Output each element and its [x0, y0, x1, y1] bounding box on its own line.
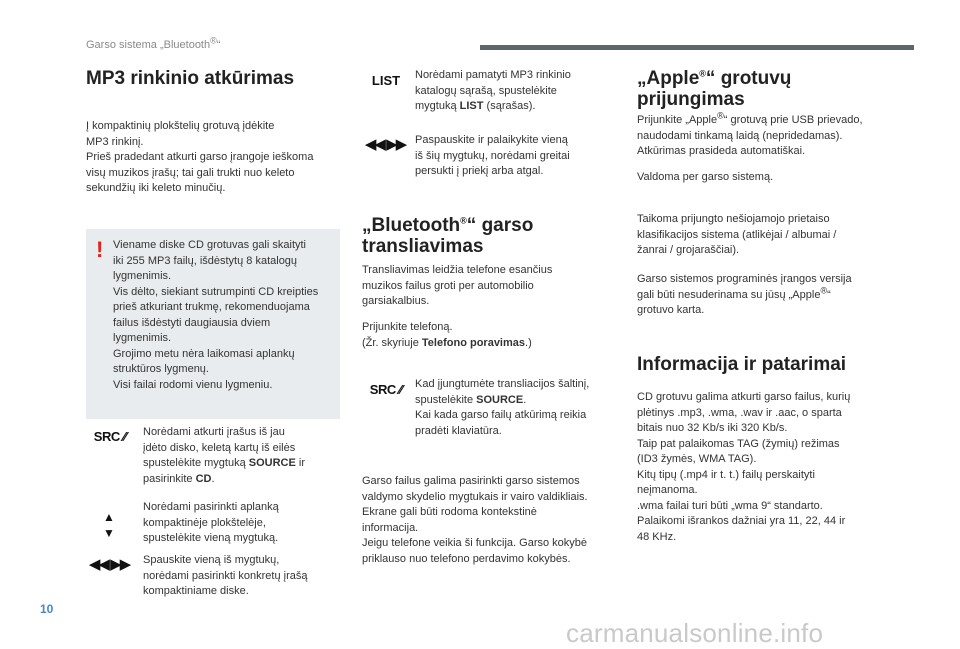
heading-sup: ® [699, 68, 706, 79]
text-line: failus išdėstyti daugiausia dviem [113, 316, 271, 329]
source-keyword: SOURCE [476, 393, 524, 406]
text-line: Norėdami pasirinkti aplanką [143, 501, 279, 513]
text-line: CD grotuvu galima atkurti garso failus, kurių [637, 391, 851, 403]
text-line: bitais nuo 32 Kb/s iki 320 Kb/s. [637, 422, 788, 434]
bt-source-text [415, 377, 625, 439]
apple-classification-text [637, 212, 912, 259]
text-line: Prijunkite telefoną. [362, 321, 453, 333]
source-icon-label: SRC [369, 381, 396, 397]
heading-part: „Bluetooth [362, 215, 461, 236]
src-cd-text [143, 425, 343, 487]
bt-pair-text [362, 320, 612, 351]
apple-control-text [637, 170, 912, 186]
text-line: persukti į priekį arba atgal. [415, 165, 544, 177]
page-number: 10 [40, 602, 54, 616]
bt-intro [362, 263, 612, 310]
header-title-sup: ® [210, 35, 217, 46]
text-line: priklauso nuo telefono perdavimo kokybės. [362, 552, 571, 565]
seek-icon-glyphs: ◀◀ ▶▶ [88, 556, 130, 573]
seek-icon-glyphs: ◀◀ ▶▶ [364, 136, 406, 153]
header-bar [480, 45, 914, 50]
text-line: žanrai / grojaraščiai). [637, 244, 740, 256]
text-line: Kad įjungtumėte transliacijos šaltinį, [415, 378, 590, 390]
text-line: Jeigu telefone veikia ši funkcija. Garso kokybė [362, 537, 588, 549]
text-line: iš šių mygtukų, norėdami greitai [415, 149, 570, 162]
heading-part: “ grotuvų [705, 68, 792, 89]
text-line: garsiakalbius. [362, 295, 430, 307]
source-icon-label: SRC [93, 428, 120, 444]
text-line: plėtinys .mp3, .wma, .wav ir .aac, o sparta [637, 406, 842, 419]
bt-controls-text [362, 474, 622, 567]
text-line: Prieš pradedant atkurti garso įrangoje ieškoma [86, 151, 314, 163]
text-line: (ID3 žymės, WMA TAG). [637, 453, 757, 465]
slash-icon: ⁄⁄ [119, 428, 127, 444]
text-line: norėdami pasirinkti konkretų įrašą [143, 569, 308, 582]
list-text [415, 68, 615, 115]
info-text [637, 390, 912, 545]
watermark: carmanualsonline.info [566, 618, 824, 648]
heading-bluetooth [362, 215, 622, 257]
text-line: MP3 rinkinį. [86, 135, 144, 148]
text-line: kompaktiniame diske. [143, 585, 249, 597]
text-line: Norėdami pamatyti MP3 rinkinio [415, 69, 571, 81]
text-part: . [211, 472, 215, 485]
text-part: spustelėkite [415, 393, 477, 406]
text-line: lygmenimis. [113, 332, 172, 344]
text-line: Taip pat palaikomas TAG (žymių) režimas [637, 437, 840, 450]
text-line: naudodami tinkamą laidą (nepridedamas). [637, 129, 843, 142]
text-line: sekundžių iki keleto minučių. [86, 182, 226, 194]
text-line: Garso failus galima pasirinkti garso sistemos [362, 475, 580, 487]
header-title: Garso sistema „Bluetooth [86, 39, 211, 51]
text-line: Grojimo metu nėra laikomasi aplankų [113, 347, 295, 360]
text-part: mygtuką [415, 100, 460, 112]
pairing-keyword: Telefono poravimas [421, 336, 526, 349]
heading-mp3: MP3 rinkinio atkūrimas [86, 68, 295, 89]
source-button-icon [88, 428, 132, 444]
text-part: Prijunkite „Apple [637, 114, 718, 126]
text-part: (sąrašas). [483, 100, 536, 112]
text-line: klasifikacijos sistema (atlikėjai / albumai / [637, 228, 837, 241]
warning-text [113, 238, 335, 393]
warning-box [86, 229, 340, 419]
text-line: Valdoma per garso sistemą. [637, 171, 774, 183]
text-line: Palaikomi išrankos dažniai yra 11, 22, 44 ir [637, 515, 846, 527]
source-keyword: SOURCE [248, 457, 296, 469]
text-line: Į kompaktinių plokštelių grotuvą įdėkite [86, 120, 275, 132]
text-line: pradėti klaviatūra. [415, 424, 502, 437]
text-part: spustelėkite mygtuką [143, 457, 249, 469]
heading-sup: ® [460, 215, 467, 226]
text-line: Atkūrimas prasideda automatiškai. [637, 145, 806, 157]
text-line [415, 99, 615, 115]
text-line [415, 393, 625, 409]
text-line: lygmenimis. [113, 270, 172, 282]
text-line [143, 456, 343, 472]
text-part: “ grotuvą prie USB prievado, [723, 114, 863, 126]
text-line: Kai kada garso failų atkūrimą reikia [415, 409, 587, 421]
text-part: .) [525, 336, 532, 349]
text-line: iki 255 MP3 failų, išdėstytų 8 katalogų [113, 254, 298, 267]
text-line: prieš atkuriant trukmę, rekomenduojama [113, 301, 310, 313]
track-select-text [143, 553, 343, 600]
apple-connect-text [637, 110, 912, 160]
heading-part: “ garso [466, 215, 534, 236]
heading-part: „Apple [637, 68, 700, 89]
text-line: Spauskite vieną iš mygtukų, [143, 554, 280, 566]
text-line: muzikos failus groti per automobilio [362, 279, 534, 292]
slash-icon: ⁄⁄ [395, 381, 403, 397]
text-line: katalogų sąrašą, spustelėkite [415, 84, 557, 97]
text-part: ir [295, 457, 306, 469]
list-keyword: LIST [459, 100, 484, 112]
folder-select-text [143, 500, 343, 547]
text-line [637, 284, 912, 304]
arrow-down-icon: ▼ [103, 526, 115, 540]
text-line: Taikoma prijungto nešiojamojo prietaiso [637, 213, 830, 225]
text-line: .wma failai turi būti „wma 9“ standarto. [637, 499, 823, 512]
text-part: gali būti nesuderinama su jūsų „Apple [637, 288, 821, 301]
text-line: grotuvo karta. [637, 304, 705, 316]
list-icon-label: LIST [371, 72, 401, 88]
text-line: Viename diske CD grotuvas gali skaityti [113, 239, 306, 251]
text-part: . [523, 393, 527, 406]
text-line: valdymo skydelio mygtukais ir vairo valdikliais. [362, 490, 588, 503]
arrow-up-icon: ▲ [103, 510, 115, 524]
heading-part: prijungimas [637, 89, 745, 110]
source-button-icon-bt [364, 381, 408, 397]
text-line: 48 KHz. [637, 530, 677, 543]
text-line: informacija. [362, 521, 419, 534]
fast-seek-text [415, 133, 615, 180]
header-title-end: “ [216, 39, 221, 51]
list-button-icon [368, 72, 404, 88]
heading-info [637, 354, 917, 375]
up-down-icon [100, 510, 118, 540]
text-line: Paspauskite ir palaikykite vieną [415, 134, 568, 146]
text-line: Garso sistemos programinės įrangos versija [637, 273, 852, 285]
text-sup: ® [717, 110, 724, 121]
heading-part: transliavimas [362, 236, 484, 257]
text-line [143, 472, 343, 488]
fast-seek-buttons-icon [362, 136, 408, 152]
text-line: visų muzikos įrašų; tai gali trukti nuo keleto [86, 166, 295, 179]
text-line: neįmanoma. [637, 484, 698, 496]
text-part: (Žr. skyriuje [362, 336, 422, 349]
heading-bluetooth-text [362, 215, 622, 257]
text-line: įdėto disko, keletą kartų iš eilės [143, 441, 296, 454]
text-line: Vis dėlto, siekiant sutrumpinti CD kreipties [113, 285, 319, 298]
text-line: Ekrane gali būti rodoma kontekstinė [362, 506, 537, 518]
text-part: “ [827, 288, 831, 301]
text-line: struktūros lygmenų. [113, 363, 209, 375]
text-sup: ® [820, 284, 828, 295]
heading-apple-text [637, 68, 917, 110]
text-line: Transliavimas leidžia telefone esančius [362, 264, 553, 276]
apple-compat-text [637, 272, 912, 319]
text-line [362, 336, 612, 352]
page-header [86, 35, 221, 51]
seek-buttons-icon [86, 556, 132, 572]
heading-apple [637, 68, 917, 110]
text-line: Visi failai rodomi vienu lygmeniu. [113, 378, 273, 391]
text-line [637, 110, 912, 129]
warning-icon: ! [96, 237, 104, 262]
text-part: pasirinkite [143, 472, 196, 485]
cd-keyword: CD [195, 472, 212, 485]
heading-info-text: Informacija ir patarimai [637, 354, 847, 375]
text-line: Norėdami atkurti įrašus iš jau [143, 426, 285, 438]
text-line: Kitų tipų (.mp4 ir t. t.) failų perskaityti [637, 468, 815, 481]
text-line: kompaktinėje plokštelėje, [143, 516, 266, 529]
mp3-intro [86, 119, 346, 197]
column-1 [86, 68, 346, 89]
text-line: spustelėkite vieną mygtuką. [143, 532, 279, 544]
